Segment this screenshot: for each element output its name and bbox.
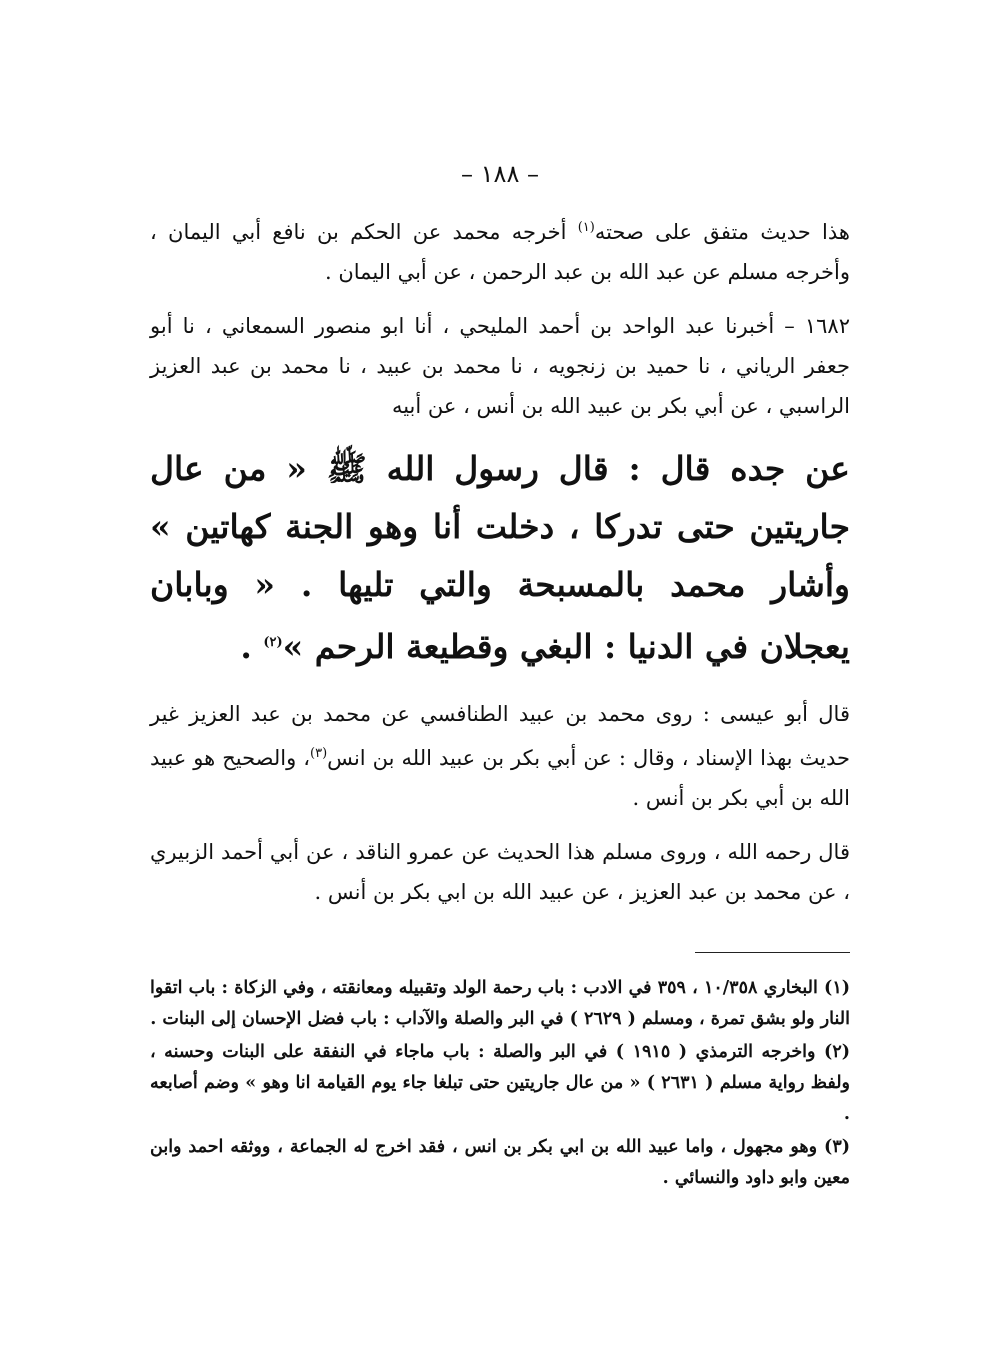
paragraph-text-after: أخرجه محمد عن الحكم بن نافع أبي اليمان ، وأخرجه مسلم عن عبد الله بن عبد الرحمن ، عن أبي اليمان . — [150, 220, 850, 284]
footnote-ref-3: (٣) — [310, 746, 328, 761]
hadith-text: عن جده قال : قال رسول الله ﷺ « من عال جاريتين حتى تدركا ، دخلت أنا وهو الجنة كهاتين » وأشار محمد بالمسبحة والتي تليها . « وبابان يعجلان في الدنيا : البغي وقطيعة الرحم » — [150, 449, 850, 666]
footnote-1: (١) البخاري ١٠/٣٥٨ ، ٣٥٩ في الادب : باب رحمة الولد وتقبيله ومعانقته ، وفي الزكاة : باب اتقوا النار ولو بشق تمرة ، ومسلم ( ٢٦٢٩ ) في البر والصلة والآداب : باب فضل الإحسان إلى البنات . — [150, 978, 850, 1029]
footnote-2: (٢) واخرجه الترمذي ( ١٩١٥ ) في البر والصلة : باب ماجاء في النفقة على البنات وحسنه ، ولفظ رواية مسلم ( ٢٦٣١ ) « من عال جاريتين حتى تبلغا جاء يوم القيامة انا وهو » وضم أصابعه . — [150, 1042, 850, 1124]
footnote-divider — [695, 952, 850, 953]
paragraph-text-after: ، والصحيح هو عبيد الله بن أبي بكر بن أنس . — [150, 746, 850, 810]
paragraph-abu-isa — [150, 694, 850, 818]
paragraph-hadith-matn — [150, 440, 850, 676]
footnote-ref-1: (١) — [577, 220, 595, 235]
paragraph-text: هذا حديث متفق على صحته — [594, 220, 850, 244]
page-number: – ١٨٨ – — [461, 160, 539, 188]
paragraph-text: ١٦٨٢ – أخبرنا عبد الواحد بن أحمد المليحي ، أنا ابو منصور السمعاني ، نا أبو جعفر الرياني ، نا حميد بن زنجويه ، نا محمد بن عبيد ، نا محمد بن عبد العزيز الراسبي ، عن أبي بكر بن عبيد الله بن أنس ، عن أبيه — [150, 314, 850, 418]
footnote-ref-2: (٢) — [263, 635, 283, 650]
footnote-3: (٣) وهو مجهول ، واما عبيد الله بن ابي بكر بن انس ، فقد اخرج له الجماعة ، ووثقه احمد وابن معين وابو داود والنسائي . — [150, 1137, 850, 1188]
paragraph-muslim-narration — [150, 832, 850, 912]
paragraph-text: قال أبو عيسى : روى محمد بن عبيد الطنافسي عن محمد بن عبد العزيز غير حديث بهذا الإسناد ، وقال : عن أبي بكر بن عبيد الله بن انس — [150, 702, 850, 770]
paragraph-text: قال رحمه الله ، وروى مسلم هذا الحديث عن عمرو الناقد ، عن أبي أحمد الزبيري ، عن محمد بن عبد العزيز ، عن عبيد الله بن ابي بكر بن أنس . — [150, 840, 850, 904]
paragraph-isnad-1682 — [150, 306, 850, 426]
hadith-text-after: . — [240, 627, 264, 666]
footnotes — [150, 973, 850, 1194]
book-page — [150, 160, 850, 1196]
paragraph-hadith-agreement — [150, 208, 850, 292]
